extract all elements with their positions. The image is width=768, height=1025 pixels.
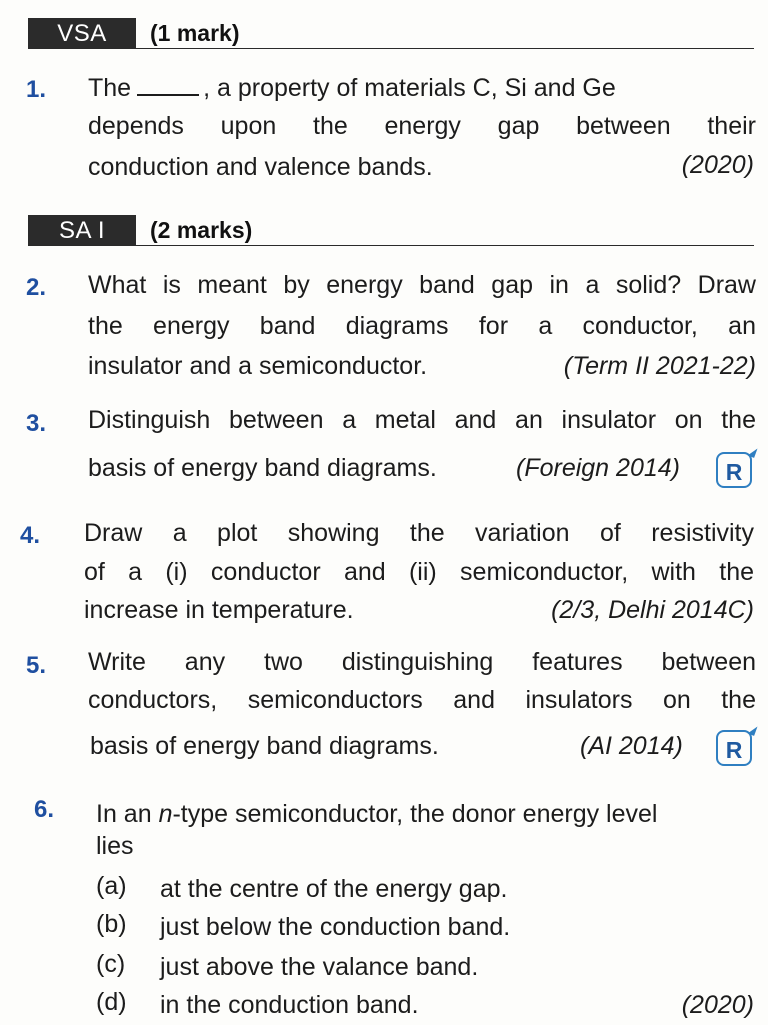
section-tag: SA I (28, 215, 136, 245)
question-number: 4. (20, 522, 41, 549)
question-line: insulator and a semiconductor. (88, 352, 428, 380)
option-text: in the conduction band. (160, 991, 419, 1019)
fill-in-blank (137, 74, 199, 96)
question-number: 2. (26, 274, 47, 301)
question-source: (Foreign 2014) (516, 454, 680, 482)
option-label: (d) (96, 988, 127, 1016)
section-header-vsa (28, 18, 754, 49)
question-line: In an n-type semiconductor, the donor energy level (96, 800, 658, 828)
section-tag: VSA (28, 18, 136, 48)
question-line: lies (96, 832, 134, 860)
option-text: just below the conduction band. (160, 913, 511, 941)
question-source: (2020) (681, 991, 754, 1019)
question-source: (AI 2014) (580, 732, 683, 760)
question-number: 3. (26, 410, 47, 437)
question-line: basis of energy band diagrams. (90, 732, 439, 760)
question-line: Draw a plot showing the variation of resistivity (84, 519, 754, 547)
question-line: Write any two distinguishing features between (88, 648, 756, 676)
question-line: basis of energy band diagrams. (88, 454, 437, 482)
question-number: 1. (26, 76, 47, 103)
revision-badge-icon: R (716, 730, 752, 766)
question-line: conduction and valence bands. (88, 153, 433, 181)
option-text: at the centre of the energy gap. (160, 875, 508, 903)
question-line: the energy band diagrams for a conductor, an (88, 312, 756, 340)
section-marks: (1 mark) (150, 20, 240, 46)
question-line: Distinguish between a metal and an insulator on the (88, 406, 756, 434)
option-text: just above the valance band. (160, 953, 479, 981)
question-line: increase in temperature. (84, 596, 354, 624)
question-source: (2020) (681, 151, 754, 179)
question-line: The , a property of materials C, Si and Ge (88, 74, 616, 102)
question-number: 5. (26, 652, 47, 679)
option-label: (a) (96, 872, 127, 900)
section-marks: (2 marks) (150, 217, 253, 243)
question-line: What is meant by energy band gap in a solid? Draw (88, 271, 756, 299)
question-number: 6. (34, 796, 55, 823)
question-line: depends upon the energy gap between their (88, 112, 756, 140)
revision-badge-icon: R (716, 452, 752, 488)
question-source: (2/3, Delhi 2014C) (551, 596, 754, 624)
section-header-sa1 (28, 215, 754, 246)
question-source: (Term II 2021-22) (563, 352, 756, 380)
question-line: of a (i) conductor and (ii) semiconductor, with the (84, 558, 754, 586)
option-label: (b) (96, 910, 127, 938)
option-label: (c) (96, 950, 126, 978)
question-line: conductors, semiconductors and insulators on the (88, 686, 756, 714)
